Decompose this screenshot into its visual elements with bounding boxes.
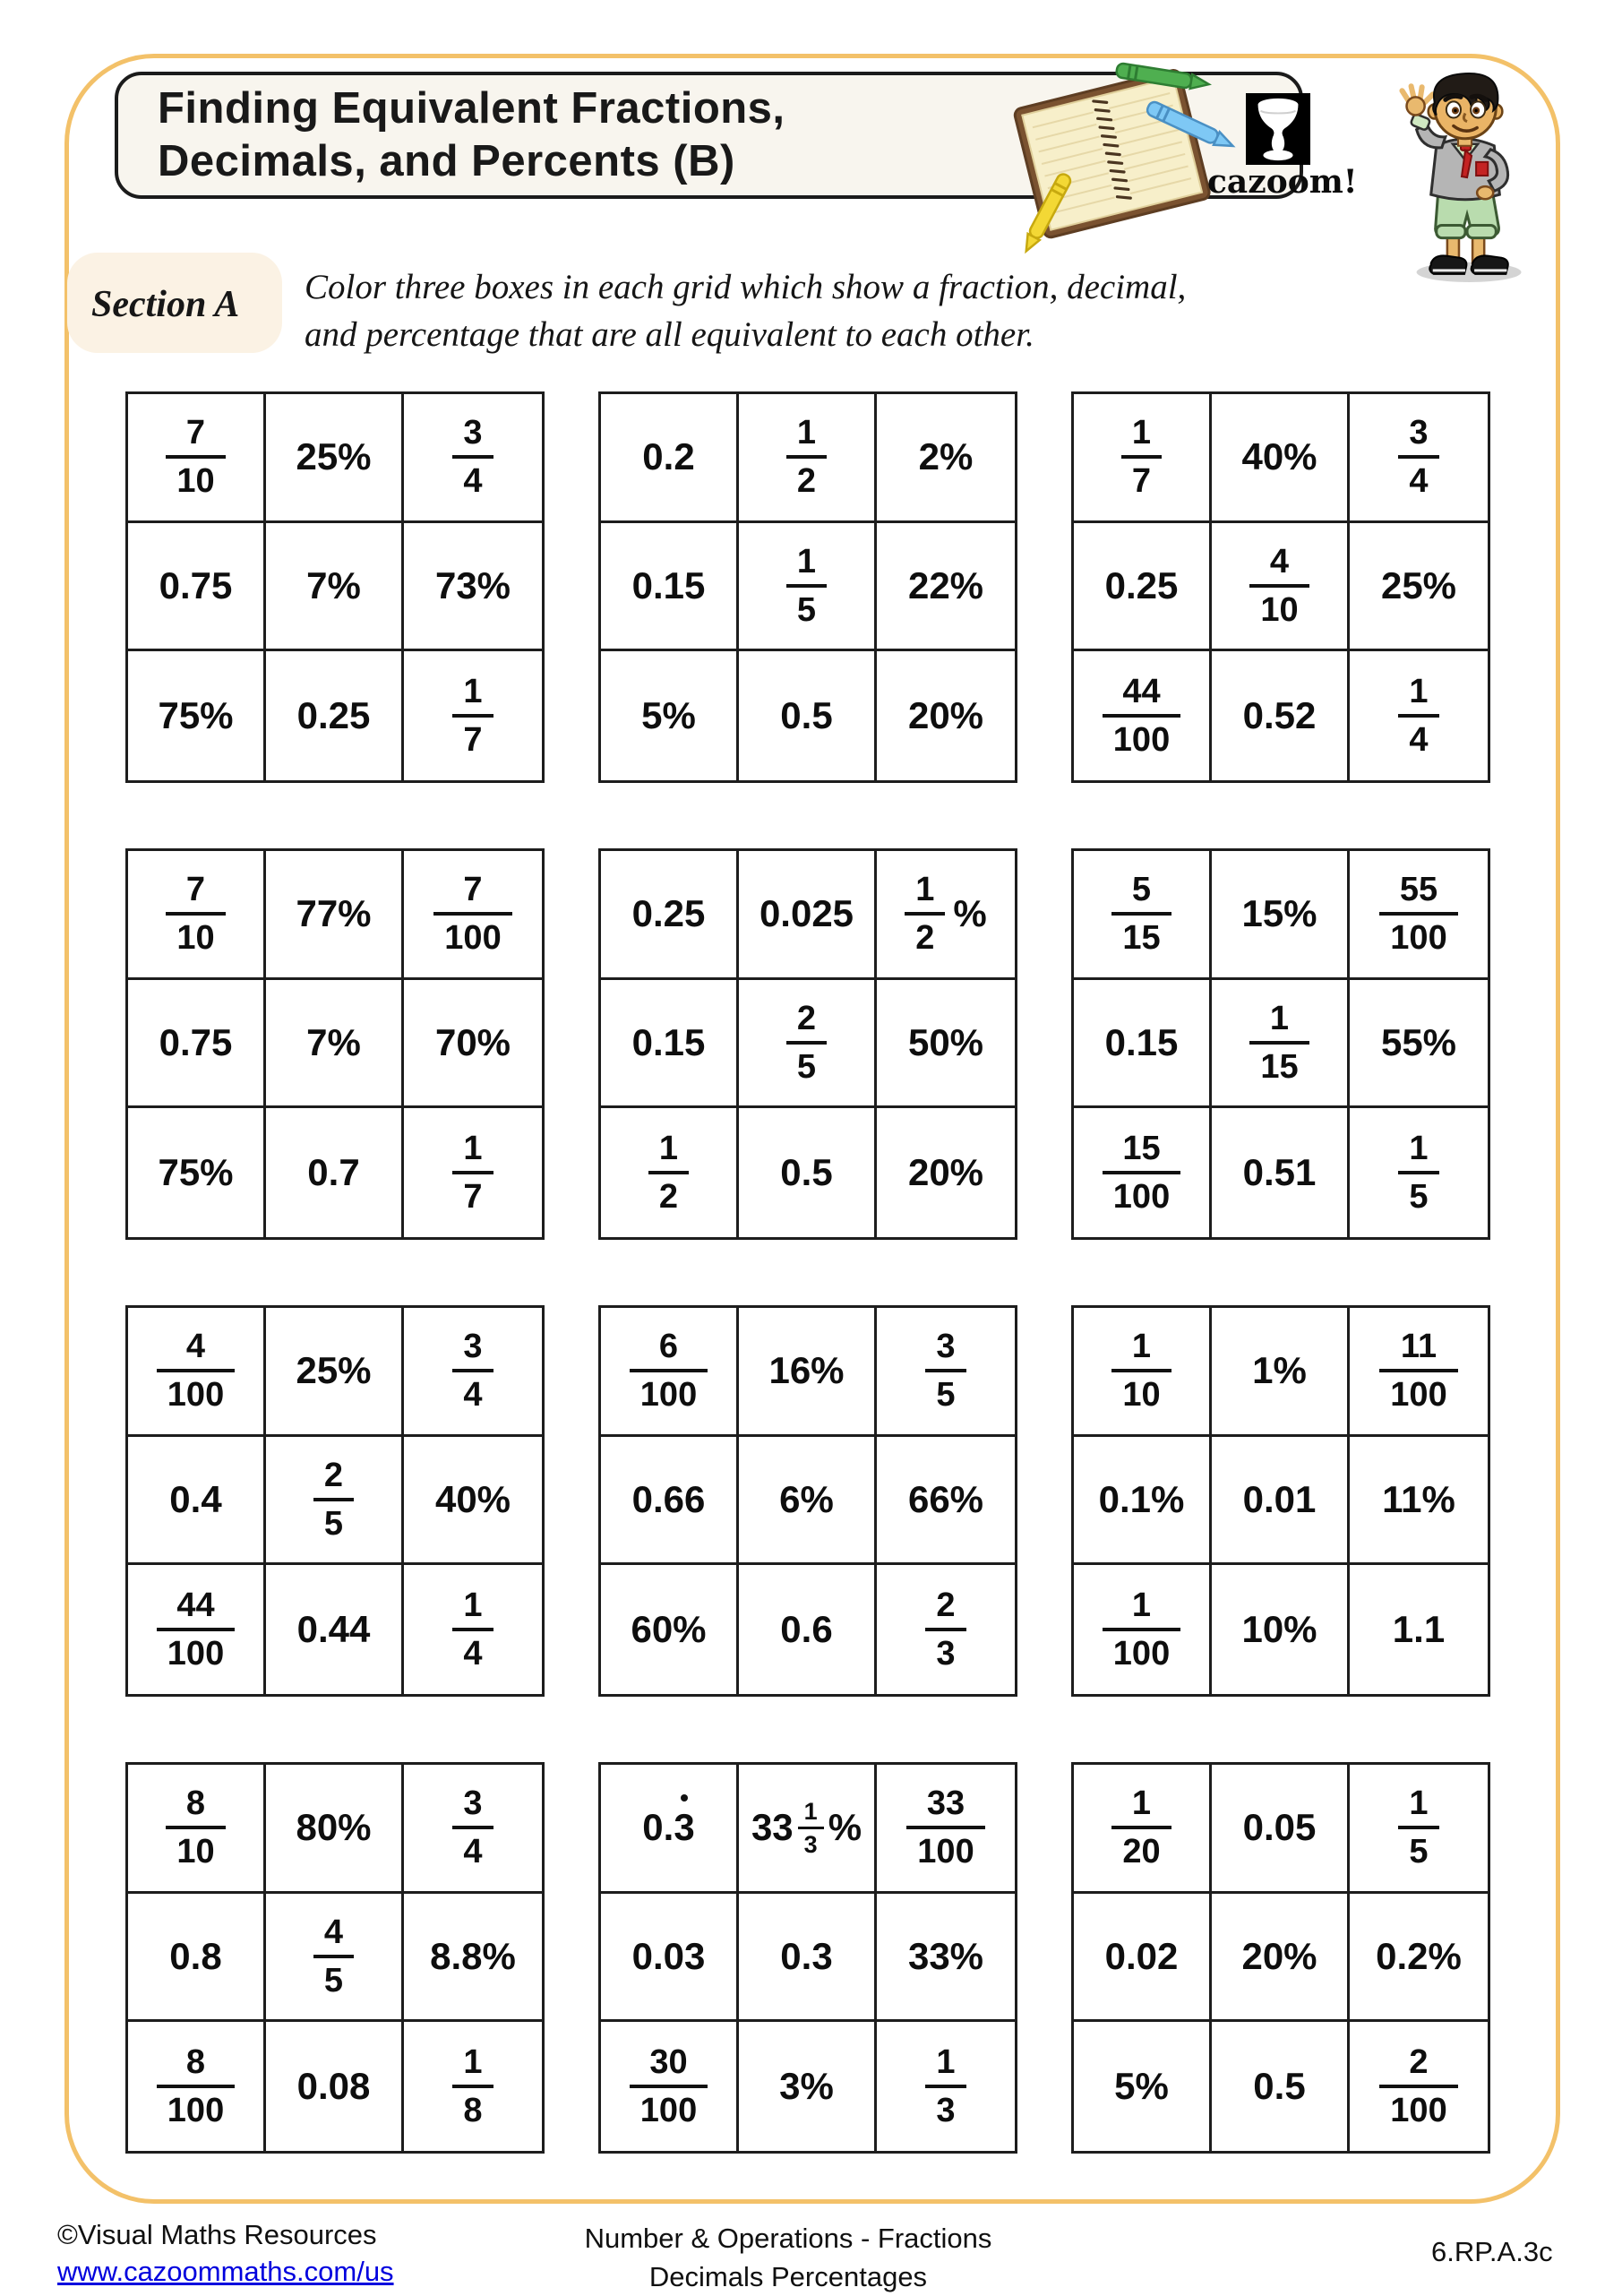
grid-cell[interactable]: 16%: [739, 1308, 877, 1437]
fraction-value: $\frac{1}{4}$: [452, 1586, 493, 1673]
grid-cell[interactable]: 0.01: [1212, 1437, 1350, 1566]
grid-cell[interactable]: 0.08: [266, 2022, 404, 2151]
grid-cell[interactable]: [1350, 2022, 1488, 2151]
grid-cell[interactable]: 0.51: [1212, 1108, 1350, 1237]
grid-cell[interactable]: [404, 1108, 542, 1237]
fraction-value: $\frac{8}{100}$: [157, 2042, 235, 2130]
fraction-value: $\frac{2}{3}$: [925, 1586, 965, 1673]
grid-cell[interactable]: 0.2: [601, 394, 739, 523]
grid-cell[interactable]: 25%: [266, 394, 404, 523]
fraction-value: $\frac{3}{4}$: [452, 1784, 493, 1871]
grid-cell[interactable]: [739, 980, 877, 1109]
copyright-text: ©Visual Maths Resources: [57, 2219, 377, 2250]
grid-cell[interactable]: [877, 1308, 1015, 1437]
grid-cell[interactable]: 0.52: [1212, 651, 1350, 780]
grid-cell[interactable]: [739, 523, 877, 652]
grid-cell[interactable]: [1074, 1308, 1212, 1437]
grid-cell[interactable]: [128, 1308, 266, 1437]
fraction-value: $\frac{1}{2}$: [786, 413, 827, 501]
grid-cell[interactable]: 0.75: [128, 980, 266, 1109]
fraction-value: $\frac{7}{10}$: [166, 413, 225, 501]
fraction-value: $\frac{1}{15}$: [1249, 999, 1309, 1087]
fraction-value: $\frac{7}{10}$: [166, 870, 225, 958]
fraction-value: $\frac{1}{100}$: [1103, 1586, 1180, 1673]
equivalence-grid-1: [125, 391, 545, 783]
grid-cell[interactable]: 0.05: [1212, 1765, 1350, 1894]
grid-cell[interactable]: [1074, 1108, 1212, 1237]
grid-cell[interactable]: 2%: [877, 394, 1015, 523]
grid-cell[interactable]: 50%: [877, 980, 1015, 1109]
grid-cell[interactable]: [1350, 1765, 1488, 1894]
fraction-value: $\frac{33}{100}$: [906, 1784, 984, 1871]
grid-cell[interactable]: 0.5: [739, 651, 877, 780]
grid-cell[interactable]: [404, 2022, 542, 2151]
grid-cell[interactable]: $\frac{1}{2}$ %: [877, 851, 1015, 980]
grid-cell[interactable]: [404, 394, 542, 523]
page-title-line2: Decimals, and Percents (B): [158, 137, 735, 185]
equivalence-grid-6: [1071, 848, 1490, 1240]
grid-cell[interactable]: 0.75: [128, 523, 266, 652]
fraction-value: $\frac{4}{10}$: [1249, 542, 1309, 630]
grid-cell[interactable]: 7%: [266, 980, 404, 1109]
fraction-value: $\frac{1}{5}$: [786, 542, 827, 630]
grid-cell[interactable]: 73%: [404, 523, 542, 652]
grid-cell[interactable]: [128, 1565, 266, 1694]
fraction-value: $\frac{1}{8}$: [452, 2042, 493, 2130]
fraction-value: $\frac{44}{100}$: [1103, 672, 1180, 760]
grid-cell[interactable]: 0.25: [1074, 523, 1212, 652]
grid-cell[interactable]: 40%: [404, 1437, 542, 1566]
grid-cell[interactable]: [1350, 851, 1488, 980]
instruction-line2: and percentage that are all equivalent to each other.: [305, 315, 1034, 354]
fraction-value: $\frac{1}{3}$: [925, 2042, 965, 2130]
fraction-value: $\frac{44}{100}$: [157, 1586, 235, 1673]
fraction-value: $\frac{1}{5}$: [1398, 1784, 1438, 1871]
grid-cell[interactable]: 0.6: [739, 1565, 877, 1694]
grid-cell[interactable]: 40%: [1212, 394, 1350, 523]
grid-cell[interactable]: [877, 1565, 1015, 1694]
fraction-value: $\frac{5}{15}$: [1111, 870, 1171, 958]
equivalence-grid-12: [1071, 1762, 1490, 2154]
fraction-value: $\frac{11}{100}$: [1379, 1327, 1457, 1415]
grid-cell[interactable]: 8.8%: [404, 1894, 542, 2023]
grid-cell[interactable]: 0.8: [128, 1894, 266, 2023]
fraction-value: $\frac{1}{7}$: [452, 1129, 493, 1217]
grid-cell[interactable]: 5%: [601, 651, 739, 780]
grid-cell[interactable]: [404, 1308, 542, 1437]
fraction-value: $\frac{2}{5}$: [786, 999, 827, 1087]
equivalence-grid-8: [598, 1305, 1017, 1697]
grid-cell[interactable]: 0.02: [1074, 1894, 1212, 2023]
grid-cell[interactable]: [1074, 851, 1212, 980]
equivalence-grid-7: [125, 1305, 545, 1697]
grid-cell[interactable]: [128, 394, 266, 523]
fraction-value: $\frac{3}{4}$: [452, 1327, 493, 1415]
grid-cell[interactable]: 75%: [128, 651, 266, 780]
grid-cell[interactable]: [1350, 394, 1488, 523]
fraction-value: $\frac{15}{100}$: [1103, 1129, 1180, 1217]
fraction-value: $\frac{2}{5}$: [313, 1456, 354, 1544]
grid-cell[interactable]: [404, 651, 542, 780]
grid-cell[interactable]: 15%: [1212, 851, 1350, 980]
fraction-value: $\frac{4}{100}$: [157, 1327, 235, 1415]
grid-cell[interactable]: 7%: [266, 523, 404, 652]
fraction-value: $\frac{6}{100}$: [630, 1327, 708, 1415]
grid-cell[interactable]: [1350, 1108, 1488, 1237]
grid-cell[interactable]: 20%: [1212, 1894, 1350, 2023]
fraction-value: $\frac{1}{5}$: [1398, 1129, 1438, 1217]
grid-cell[interactable]: [877, 2022, 1015, 2151]
grid-cell[interactable]: [1074, 1765, 1212, 1894]
equivalence-grid-10: [125, 1762, 545, 2154]
grid-cell[interactable]: 0.03: [601, 1894, 739, 2023]
section-a-label: Section A: [91, 284, 240, 325]
grid-cell[interactable]: 20%: [907, 1151, 984, 1194]
grid-cell[interactable]: 0.3: [601, 1765, 739, 1894]
grid-cell[interactable]: 77%: [266, 851, 404, 980]
fraction-value: $\frac{7}{100}$: [433, 870, 511, 958]
grid-cell[interactable]: 66%: [877, 1437, 1015, 1566]
fraction-value: $\frac{30}{100}$: [630, 2042, 708, 2130]
equivalence-grid-3: [1071, 391, 1490, 783]
fraction-value: $\frac{55}{100}$: [1379, 870, 1457, 958]
grid-cell[interactable]: [128, 851, 266, 980]
footer-topic-line2: Decimals Percentages: [648, 2261, 928, 2292]
grid-cell[interactable]: [404, 851, 542, 980]
standard-code: 6.RP.A.3c: [1431, 2236, 1553, 2267]
fraction-value: $\frac{1}{7}$: [452, 672, 493, 760]
fraction-value: $\frac{1}{10}$: [1111, 1327, 1171, 1415]
fraction-value: $\frac{1}{3}$: [798, 1798, 824, 1858]
grid-cell[interactable]: 0.5: [1212, 2022, 1350, 2151]
fraction-value: $\frac{3}{4}$: [1398, 413, 1438, 501]
grid-cell[interactable]: [1212, 523, 1350, 652]
grid-cell[interactable]: [739, 394, 877, 523]
equivalence-grid-4: [125, 848, 545, 1240]
equivalence-grid-2: [598, 391, 1017, 783]
grid-cell[interactable]: 60%: [601, 1565, 739, 1694]
equivalence-grid-9: [1071, 1305, 1490, 1697]
grid-cell[interactable]: 33 $\frac{1}{3}$ %: [739, 1765, 877, 1894]
grid-cell[interactable]: [601, 1108, 739, 1237]
fraction-value: $\frac{8}{10}$: [166, 1784, 225, 1871]
fraction-value: $\frac{1}{7}$: [1121, 413, 1162, 501]
grid-cell[interactable]: [128, 1765, 266, 1894]
grid-cell[interactable]: [1074, 1565, 1212, 1694]
grid-cell[interactable]: 0.2%: [1350, 1894, 1488, 2023]
grid-cell[interactable]: [601, 2022, 739, 2151]
page-title-line1: Finding Equivalent Fractions,: [158, 84, 785, 133]
grid-cell[interactable]: 25%: [266, 1308, 404, 1437]
grid-cell[interactable]: 33%: [877, 1894, 1015, 2023]
grid-cell[interactable]: [601, 1308, 739, 1437]
grid-cell[interactable]: 22%: [877, 523, 1015, 652]
fraction-value: $\frac{3}{5}$: [925, 1327, 965, 1415]
grid-cell[interactable]: [1074, 651, 1212, 780]
grid-cell[interactable]: 1%: [1212, 1308, 1350, 1437]
footer-topic-line1: Number & Operations - Fractions: [584, 2223, 992, 2254]
website-link[interactable]: www.cazoommaths.com/us: [57, 2256, 394, 2287]
grid-cell[interactable]: 0.25: [601, 851, 739, 980]
fraction-value: $\frac{1}{2}$: [648, 1129, 689, 1217]
grid-cell[interactable]: 20%: [907, 694, 984, 737]
grid-cell[interactable]: [404, 1565, 542, 1694]
grid-cell[interactable]: [877, 1765, 1015, 1894]
grid-cell[interactable]: 0.15: [601, 523, 739, 652]
grid-cell[interactable]: 0.15: [601, 980, 739, 1109]
grid-cell[interactable]: [266, 1894, 404, 2023]
grid-cell[interactable]: 11%: [1350, 1437, 1488, 1566]
grid-cell[interactable]: 55%: [1350, 980, 1488, 1109]
grid-cell[interactable]: 5%: [1074, 2022, 1212, 2151]
grid-cell[interactable]: [1350, 1308, 1488, 1437]
fraction-value: $\frac{3}{4}$: [452, 413, 493, 501]
grid-cell[interactable]: [128, 2022, 266, 2151]
grid-cell[interactable]: 1.1: [1392, 1608, 1446, 1651]
grid-cell[interactable]: 0.66: [601, 1437, 739, 1566]
fraction-value: $\frac{2}{100}$: [1379, 2042, 1457, 2130]
grid-cell[interactable]: [1350, 651, 1488, 780]
grid-cell[interactable]: 0.44: [266, 1565, 404, 1694]
grid-cell[interactable]: 0.7: [266, 1108, 404, 1237]
equivalence-grid-11: [598, 1762, 1017, 2154]
cazoom-logo-text: cazoom!: [1207, 163, 1358, 201]
grid-cell[interactable]: 10%: [1212, 1565, 1350, 1694]
grid-cell[interactable]: 0.025: [739, 851, 877, 980]
grid-cell[interactable]: 0.4: [128, 1437, 266, 1566]
grid-cell[interactable]: 6%: [739, 1437, 877, 1566]
equivalence-grid-5: [598, 848, 1017, 1240]
grid-cell[interactable]: [266, 1437, 404, 1566]
grid-cell[interactable]: 25%: [1350, 523, 1488, 652]
fraction-value: $\frac{1}{2}$: [905, 870, 945, 958]
grid-cell[interactable]: 0.5: [739, 1108, 877, 1237]
grid-cell[interactable]: [404, 1765, 542, 1894]
grid-cell[interactable]: 0.1%: [1074, 1437, 1212, 1566]
grid-cell[interactable]: [1212, 980, 1350, 1109]
grid-cell[interactable]: 75%: [128, 1108, 266, 1237]
grid-cell[interactable]: 0.25: [266, 651, 404, 780]
footer-topic: [0, 2219, 1576, 2296]
grid-cell[interactable]: 70%: [404, 980, 542, 1109]
grid-cell[interactable]: [1074, 394, 1212, 523]
grid-cell[interactable]: 0.15: [1074, 980, 1212, 1109]
fraction-value: $\frac{4}{5}$: [313, 1913, 354, 2000]
grid-cell[interactable]: 3%: [739, 2022, 877, 2151]
grid-cell[interactable]: 80%: [266, 1765, 404, 1894]
fraction-value: $\frac{1}{20}$: [1111, 1784, 1171, 1871]
grid-cell[interactable]: 0.3: [739, 1894, 877, 2023]
fraction-value: $\frac{1}{4}$: [1398, 672, 1438, 760]
instruction-line1: Color three boxes in each grid which show a fraction, decimal,: [305, 268, 1187, 306]
